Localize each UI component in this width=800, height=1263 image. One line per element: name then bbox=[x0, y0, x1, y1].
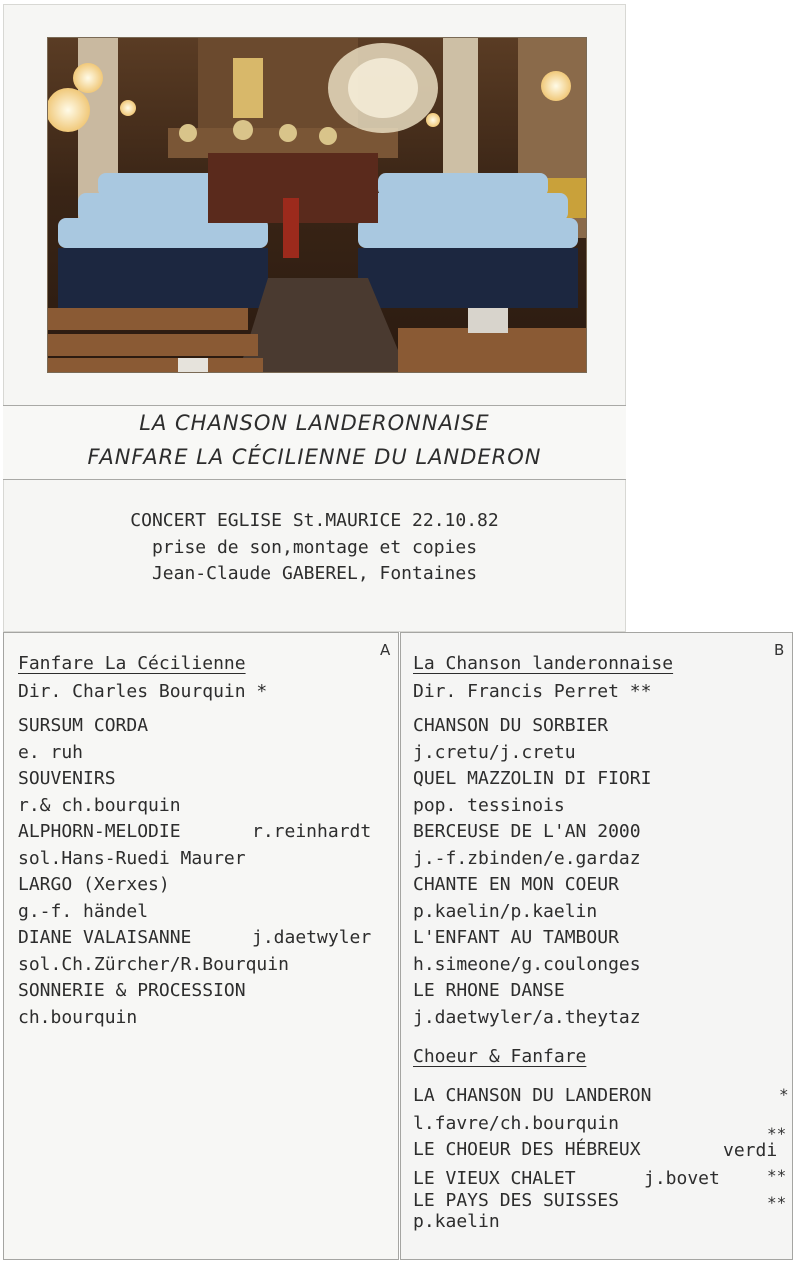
side-b-director: Dir. Francis Perret ** bbox=[413, 681, 652, 702]
side-a-line: SOUVENIRS bbox=[18, 768, 116, 789]
side-a-composer-alphorn: r.reinhardt bbox=[252, 821, 372, 842]
title-line-2: FANFARE LA CÉCILIENNE DU LANDERON bbox=[87, 445, 542, 469]
title-line-1: LA CHANSON LANDERONNAISE bbox=[139, 411, 490, 435]
side-b-composer-hebreux: verdi bbox=[723, 1140, 778, 1161]
side-a-composer-diane: j.daetwyler bbox=[252, 927, 372, 948]
side-b-group: La Chanson landeronnaise bbox=[413, 653, 674, 674]
side-b-line2: p.kaelin bbox=[413, 1211, 500, 1232]
side-a-line: g.-f. händel bbox=[18, 901, 149, 922]
side-a-line: LARGO (Xerxes) bbox=[18, 874, 170, 895]
concert-photo bbox=[47, 37, 587, 373]
side-a-group: Fanfare La Cécilienne bbox=[18, 653, 246, 674]
side-b-line: h.simeone/g.coulonges bbox=[413, 954, 641, 975]
side-a-director: Dir. Charles Bourquin * bbox=[18, 681, 268, 702]
side-b-line2: LE PAYS DES SUISSES bbox=[413, 1190, 619, 1211]
side-b-line: j.-f.zbinden/e.gardaz bbox=[413, 848, 641, 869]
credit-line: Jean-Claude GABEREL, Fontaines bbox=[151, 563, 478, 584]
side-b-card bbox=[400, 632, 793, 1260]
side-b-mark: ** bbox=[767, 1166, 787, 1185]
side-a-line: sol.Hans-Ruedi Maurer bbox=[18, 848, 246, 869]
side-a-line: DIANE VALAISANNE bbox=[18, 927, 192, 948]
title-band bbox=[3, 405, 626, 480]
side-b-mark: * bbox=[779, 1085, 789, 1104]
side-b-mark: ** bbox=[767, 1124, 787, 1143]
side-a-line: ch.bourquin bbox=[18, 1007, 138, 1028]
side-b-line: L'ENFANT AU TAMBOUR bbox=[413, 927, 619, 948]
concert-line: CONCERT EGLISE St.MAURICE 22.10.82 bbox=[130, 510, 499, 531]
side-b-line2: l.favre/ch.bourquin bbox=[413, 1113, 619, 1134]
side-b-group2: Choeur & Fanfare bbox=[413, 1046, 587, 1067]
side-b-composer-chalet: j.bovet bbox=[644, 1168, 720, 1189]
side-a-letter: A bbox=[380, 641, 391, 659]
side-a-line: SONNERIE & PROCESSION bbox=[18, 980, 246, 1001]
side-a-line: e. ruh bbox=[18, 742, 84, 763]
side-b-line2: LE CHOEUR DES HÉBREUX bbox=[413, 1139, 641, 1160]
side-b-letter: B bbox=[774, 641, 785, 659]
recording-line: prise de son,montage et copies bbox=[151, 537, 478, 558]
side-b-line2: LA CHANSON DU LANDERON bbox=[413, 1085, 652, 1106]
side-a-line: sol.Ch.Zürcher/R.Bourquin bbox=[18, 954, 289, 975]
side-b-line: BERCEUSE DE L'AN 2000 bbox=[413, 821, 641, 842]
side-a-line: ALPHORN-MELODIE bbox=[18, 821, 181, 842]
side-b-line2: LE VIEUX CHALET bbox=[413, 1168, 576, 1189]
side-b-line: QUEL MAZZOLIN DI FIORI bbox=[413, 768, 652, 789]
side-a-card bbox=[3, 632, 399, 1260]
side-b-mark: ** bbox=[767, 1193, 787, 1212]
side-a-line: SURSUM CORDA bbox=[18, 715, 149, 736]
side-b-line: CHANSON DU SORBIER bbox=[413, 715, 609, 736]
side-b-line: LE RHONE DANSE bbox=[413, 980, 565, 1001]
side-b-line: CHANTE EN MON COEUR bbox=[413, 874, 619, 895]
side-b-line: j.daetwyler/a.theytaz bbox=[413, 1007, 641, 1028]
concert-photo-image bbox=[48, 38, 587, 373]
side-b-line: j.cretu/j.cretu bbox=[413, 742, 576, 763]
side-a-line: r.& ch.bourquin bbox=[18, 795, 181, 816]
side-b-line: p.kaelin/p.kaelin bbox=[413, 901, 598, 922]
side-b-line: pop. tessinois bbox=[413, 795, 565, 816]
